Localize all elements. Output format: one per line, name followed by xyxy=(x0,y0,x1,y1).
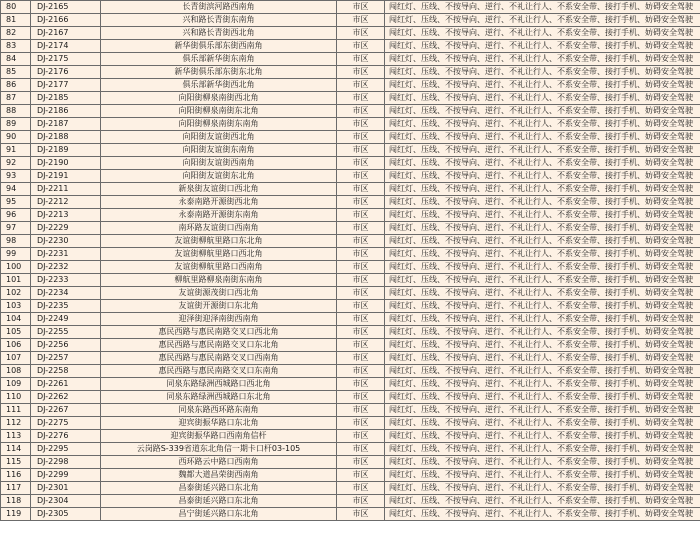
table-row xyxy=(1,274,700,287)
violations-cell: 闯红灯、压线、不按导向、逆行、不礼让行人、不系安全带、接打手机、妨碍安全驾驶 xyxy=(385,391,700,404)
row-number-cell: 86 xyxy=(1,79,31,92)
location-cell: 友谊街源茂街口西北角 xyxy=(101,287,337,300)
area-cell: 市区 xyxy=(337,79,385,92)
area-cell: 市区 xyxy=(337,14,385,27)
violations-cell: 闯红灯、压线、不按导向、逆行、不礼让行人、不系安全带、接打手机、妨碍安全驾驶 xyxy=(385,144,700,157)
location-cell: 南环路友谊街口西南角 xyxy=(101,222,337,235)
camera-code-cell: DJ-2177 xyxy=(31,79,101,92)
violations-cell: 闯红灯、压线、不按导向、逆行、不礼让行人、不系安全带、接打手机、妨碍安全驾驶 xyxy=(385,287,700,300)
location-cell: 永泰南路开源街东南角 xyxy=(101,209,337,222)
area-cell: 市区 xyxy=(337,391,385,404)
camera-code-cell: DJ-2275 xyxy=(31,417,101,430)
area-cell: 市区 xyxy=(337,40,385,53)
violations-cell: 闯红灯、压线、不按导向、逆行、不礼让行人、不系安全带、接打手机、妨碍安全驾驶 xyxy=(385,222,700,235)
violations-cell: 闯红灯、压线、不按导向、逆行、不礼让行人、不系安全带、接打手机、妨碍安全驾驶 xyxy=(385,248,700,261)
location-cell: 同泉东路西环路东南角 xyxy=(101,404,337,417)
table-row xyxy=(1,105,700,118)
violations-cell: 闯红灯、压线、不按导向、逆行、不礼让行人、不系安全带、接打手机、妨碍安全驾驶 xyxy=(385,469,700,482)
area-cell: 市区 xyxy=(337,469,385,482)
camera-code-cell: DJ-2174 xyxy=(31,40,101,53)
violations-cell: 闯红灯、压线、不按导向、逆行、不礼让行人、不系安全带、接打手机、妨碍安全驾驶 xyxy=(385,183,700,196)
area-cell: 市区 xyxy=(337,443,385,456)
violations-cell: 闯红灯、压线、不按导向、逆行、不礼让行人、不系安全带、接打手机、妨碍安全驾驶 xyxy=(385,365,700,378)
violations-cell: 闯红灯、压线、不按导向、逆行、不礼让行人、不系安全带、接打手机、妨碍安全驾驶 xyxy=(385,196,700,209)
row-number-cell: 117 xyxy=(1,482,31,495)
row-number-cell: 111 xyxy=(1,404,31,417)
camera-code-cell: DJ-2295 xyxy=(31,443,101,456)
row-number-cell: 105 xyxy=(1,326,31,339)
location-cell: 友谊街柳航里路口东北角 xyxy=(101,235,337,248)
violations-cell: 闯红灯、压线、不按导向、逆行、不礼让行人、不系安全带、接打手机、妨碍安全驾驶 xyxy=(385,261,700,274)
row-number-cell: 90 xyxy=(1,131,31,144)
location-cell: 兴和路长青街西北角 xyxy=(101,27,337,40)
camera-code-cell: DJ-2233 xyxy=(31,274,101,287)
area-cell: 市区 xyxy=(337,352,385,365)
area-cell: 市区 xyxy=(337,209,385,222)
row-number-cell: 108 xyxy=(1,365,31,378)
area-cell: 市区 xyxy=(337,235,385,248)
camera-code-cell: DJ-2261 xyxy=(31,378,101,391)
row-number-cell: 94 xyxy=(1,183,31,196)
location-cell: 西环路云中路口西南角 xyxy=(101,456,337,469)
area-cell: 市区 xyxy=(337,456,385,469)
location-cell: 惠民西路与惠民南路交叉口西北角 xyxy=(101,326,337,339)
violations-cell: 闯红灯、压线、不按导向、逆行、不礼让行人、不系安全带、接打手机、妨碍安全驾驶 xyxy=(385,170,700,183)
location-cell: 昌泰街延兴路口东北角 xyxy=(101,495,337,508)
location-cell: 向阳街柳泉南街西北角 xyxy=(101,92,337,105)
table-row xyxy=(1,1,700,14)
camera-code-cell: DJ-2267 xyxy=(31,404,101,417)
table-row xyxy=(1,456,700,469)
violations-cell: 闯红灯、压线、不按导向、逆行、不礼让行人、不系安全带、接打手机、妨碍安全驾驶 xyxy=(385,326,700,339)
camera-code-cell: DJ-2249 xyxy=(31,313,101,326)
location-cell: 俱乐部新华街西北角 xyxy=(101,79,337,92)
violations-cell: 闯红灯、压线、不按导向、逆行、不礼让行人、不系安全带、接打手机、妨碍安全驾驶 xyxy=(385,14,700,27)
violations-cell: 闯红灯、压线、不按导向、逆行、不礼让行人、不系安全带、接打手机、妨碍安全驾驶 xyxy=(385,131,700,144)
table-row xyxy=(1,313,700,326)
row-number-cell: 83 xyxy=(1,40,31,53)
camera-code-cell: DJ-2187 xyxy=(31,118,101,131)
row-number-cell: 87 xyxy=(1,92,31,105)
violations-cell: 闯红灯、压线、不按导向、逆行、不礼让行人、不系安全带、接打手机、妨碍安全驾驶 xyxy=(385,79,700,92)
table-row xyxy=(1,53,700,66)
violations-cell: 闯红灯、压线、不按导向、逆行、不礼让行人、不系安全带、接打手机、妨碍安全驾驶 xyxy=(385,417,700,430)
camera-code-cell: DJ-2213 xyxy=(31,209,101,222)
table-row xyxy=(1,508,700,521)
violations-cell: 闯红灯、压线、不按导向、逆行、不礼让行人、不系安全带、接打手机、妨碍安全驾驶 xyxy=(385,378,700,391)
camera-code-cell: DJ-2186 xyxy=(31,105,101,118)
camera-code-cell: DJ-2191 xyxy=(31,170,101,183)
location-cell: 友谊街开源街口东北角 xyxy=(101,300,337,313)
violations-cell: 闯红灯、压线、不按导向、逆行、不礼让行人、不系安全带、接打手机、妨碍安全驾驶 xyxy=(385,27,700,40)
location-cell: 向阳街友谊街西南角 xyxy=(101,157,337,170)
camera-code-cell: DJ-2304 xyxy=(31,495,101,508)
camera-code-cell: DJ-2234 xyxy=(31,287,101,300)
area-cell: 市区 xyxy=(337,248,385,261)
violations-cell: 闯红灯、压线、不按导向、逆行、不礼让行人、不系安全带、接打手机、妨碍安全驾驶 xyxy=(385,105,700,118)
camera-code-cell: DJ-2231 xyxy=(31,248,101,261)
table-row xyxy=(1,183,700,196)
violations-cell: 闯红灯、压线、不按导向、逆行、不礼让行人、不系安全带、接打手机、妨碍安全驾驶 xyxy=(385,274,700,287)
table-row xyxy=(1,157,700,170)
area-cell: 市区 xyxy=(337,131,385,144)
camera-code-cell: DJ-2167 xyxy=(31,27,101,40)
location-cell: 永泰南路开源街西北角 xyxy=(101,196,337,209)
table-row xyxy=(1,92,700,105)
table-row xyxy=(1,144,700,157)
table-row xyxy=(1,482,700,495)
table-row xyxy=(1,27,700,40)
row-number-cell: 100 xyxy=(1,261,31,274)
violations-cell: 闯红灯、压线、不按导向、逆行、不礼让行人、不系安全带、接打手机、妨碍安全驾驶 xyxy=(385,339,700,352)
violations-cell: 闯红灯、压线、不按导向、逆行、不礼让行人、不系安全带、接打手机、妨碍安全驾驶 xyxy=(385,235,700,248)
row-number-cell: 98 xyxy=(1,235,31,248)
violations-cell: 闯红灯、压线、不按导向、逆行、不礼让行人、不系安全带、接打手机、妨碍安全驾驶 xyxy=(385,430,700,443)
camera-code-cell: DJ-2255 xyxy=(31,326,101,339)
area-cell: 市区 xyxy=(337,157,385,170)
violations-cell: 闯红灯、压线、不按导向、逆行、不礼让行人、不系安全带、接打手机、妨碍安全驾驶 xyxy=(385,495,700,508)
area-cell: 市区 xyxy=(337,430,385,443)
camera-code-cell: DJ-2188 xyxy=(31,131,101,144)
location-cell: 向阳街友谊街东北角 xyxy=(101,170,337,183)
violations-cell: 闯红灯、压线、不按导向、逆行、不礼让行人、不系安全带、接打手机、妨碍安全驾驶 xyxy=(385,482,700,495)
location-cell: 惠民西路与惠民南路交叉口东北角 xyxy=(101,339,337,352)
row-number-cell: 109 xyxy=(1,378,31,391)
location-cell: 向阳街柳泉南街东北角 xyxy=(101,105,337,118)
table-row xyxy=(1,261,700,274)
row-number-cell: 88 xyxy=(1,105,31,118)
location-cell: 柳航里路柳泉南街东南角 xyxy=(101,274,337,287)
violations-cell: 闯红灯、压线、不按导向、逆行、不礼让行人、不系安全带、接打手机、妨碍安全驾驶 xyxy=(385,404,700,417)
table-row xyxy=(1,326,700,339)
row-number-cell: 96 xyxy=(1,209,31,222)
area-cell: 市区 xyxy=(337,92,385,105)
location-cell: 魏都大道昌荣街西南角 xyxy=(101,469,337,482)
area-cell: 市区 xyxy=(337,482,385,495)
row-number-cell: 106 xyxy=(1,339,31,352)
camera-code-cell: DJ-2301 xyxy=(31,482,101,495)
area-cell: 市区 xyxy=(337,287,385,300)
table-row xyxy=(1,365,700,378)
table-row xyxy=(1,66,700,79)
table-row xyxy=(1,222,700,235)
violations-cell: 闯红灯、压线、不按导向、逆行、不礼让行人、不系安全带、接打手机、妨碍安全驾驶 xyxy=(385,53,700,66)
location-cell: 兴和路长青街东南角 xyxy=(101,14,337,27)
location-cell: 昌泰街延兴路口东北角 xyxy=(101,482,337,495)
area-cell: 市区 xyxy=(337,118,385,131)
location-cell: 同泉东路绿洲西城路口东北角 xyxy=(101,391,337,404)
area-cell: 市区 xyxy=(337,53,385,66)
camera-code-cell: DJ-2257 xyxy=(31,352,101,365)
violations-cell: 闯红灯、压线、不按导向、逆行、不礼让行人、不系安全带、接打手机、妨碍安全驾驶 xyxy=(385,118,700,131)
area-cell: 市区 xyxy=(337,274,385,287)
table-row xyxy=(1,40,700,53)
violations-cell: 闯红灯、压线、不按导向、逆行、不礼让行人、不系安全带、接打手机、妨碍安全驾驶 xyxy=(385,352,700,365)
camera-code-cell: DJ-2166 xyxy=(31,14,101,27)
row-number-cell: 82 xyxy=(1,27,31,40)
location-cell: 向阳街柳泉南街东南角 xyxy=(101,118,337,131)
table-row xyxy=(1,79,700,92)
camera-code-cell: DJ-2305 xyxy=(31,508,101,521)
row-number-cell: 102 xyxy=(1,287,31,300)
row-number-cell: 103 xyxy=(1,300,31,313)
row-number-cell: 104 xyxy=(1,313,31,326)
area-cell: 市区 xyxy=(337,144,385,157)
camera-code-cell: DJ-2175 xyxy=(31,53,101,66)
camera-code-cell: DJ-2190 xyxy=(31,157,101,170)
area-cell: 市区 xyxy=(337,66,385,79)
row-number-cell: 116 xyxy=(1,469,31,482)
table-row xyxy=(1,118,700,131)
area-cell: 市区 xyxy=(337,261,385,274)
camera-code-cell: DJ-2229 xyxy=(31,222,101,235)
area-cell: 市区 xyxy=(337,300,385,313)
table-body xyxy=(1,1,700,521)
location-cell: 昌宁街延兴路口东北角 xyxy=(101,508,337,521)
row-number-cell: 107 xyxy=(1,352,31,365)
table-row xyxy=(1,495,700,508)
violations-cell: 闯红灯、压线、不按导向、逆行、不礼让行人、不系安全带、接打手机、妨碍安全驾驶 xyxy=(385,40,700,53)
area-cell: 市区 xyxy=(337,326,385,339)
row-number-cell: 101 xyxy=(1,274,31,287)
table-row xyxy=(1,391,700,404)
location-cell: 迎宾街振华路口西南角信杆 xyxy=(101,430,337,443)
camera-code-cell: DJ-2298 xyxy=(31,456,101,469)
table-row xyxy=(1,300,700,313)
row-number-cell: 84 xyxy=(1,53,31,66)
table-row xyxy=(1,378,700,391)
row-number-cell: 95 xyxy=(1,196,31,209)
table-row xyxy=(1,469,700,482)
area-cell: 市区 xyxy=(337,222,385,235)
camera-code-cell: DJ-2256 xyxy=(31,339,101,352)
row-number-cell: 112 xyxy=(1,417,31,430)
location-cell: 云岗路S-339省道东北角信一期卡口杆03-105 xyxy=(101,443,337,456)
location-cell: 长青街滨河路西南角 xyxy=(101,1,337,14)
row-number-cell: 119 xyxy=(1,508,31,521)
row-number-cell: 99 xyxy=(1,248,31,261)
camera-code-cell: DJ-2230 xyxy=(31,235,101,248)
violations-cell: 闯红灯、压线、不按导向、逆行、不礼让行人、不系安全带、接打手机、妨碍安全驾驶 xyxy=(385,300,700,313)
location-cell: 向阳街友谊街西北角 xyxy=(101,131,337,144)
row-number-cell: 115 xyxy=(1,456,31,469)
location-cell: 新华街俱乐部东街东北角 xyxy=(101,66,337,79)
area-cell: 市区 xyxy=(337,508,385,521)
row-number-cell: 89 xyxy=(1,118,31,131)
area-cell: 市区 xyxy=(337,339,385,352)
location-cell: 新华街俱乐部东街西南角 xyxy=(101,40,337,53)
row-number-cell: 91 xyxy=(1,144,31,157)
location-cell: 迎宾街振华路口东北角 xyxy=(101,417,337,430)
location-cell: 友谊街柳航里路口西北角 xyxy=(101,248,337,261)
row-number-cell: 110 xyxy=(1,391,31,404)
camera-code-cell: DJ-2258 xyxy=(31,365,101,378)
area-cell: 市区 xyxy=(337,378,385,391)
table-row xyxy=(1,14,700,27)
area-cell: 市区 xyxy=(337,404,385,417)
area-cell: 市区 xyxy=(337,183,385,196)
location-cell: 惠民西路与惠民南路交叉口东南角 xyxy=(101,365,337,378)
violations-cell: 闯红灯、压线、不按导向、逆行、不礼让行人、不系安全带、接打手机、妨碍安全驾驶 xyxy=(385,443,700,456)
violations-cell: 闯红灯、压线、不按导向、逆行、不礼让行人、不系安全带、接打手机、妨碍安全驾驶 xyxy=(385,157,700,170)
row-number-cell: 97 xyxy=(1,222,31,235)
camera-code-cell: DJ-2211 xyxy=(31,183,101,196)
area-cell: 市区 xyxy=(337,495,385,508)
area-cell: 市区 xyxy=(337,105,385,118)
row-number-cell: 114 xyxy=(1,443,31,456)
table-row xyxy=(1,170,700,183)
location-cell: 友谊街柳航里路口西南角 xyxy=(101,261,337,274)
table-row xyxy=(1,287,700,300)
violations-cell: 闯红灯、压线、不按导向、逆行、不礼让行人、不系安全带、接打手机、妨碍安全驾驶 xyxy=(385,456,700,469)
area-cell: 市区 xyxy=(337,27,385,40)
camera-code-cell: DJ-2189 xyxy=(31,144,101,157)
location-cell: 新泉街友谊街口西北角 xyxy=(101,183,337,196)
row-number-cell: 85 xyxy=(1,66,31,79)
violations-cell: 闯红灯、压线、不按导向、逆行、不礼让行人、不系安全带、接打手机、妨碍安全驾驶 xyxy=(385,66,700,79)
camera-code-cell: DJ-2276 xyxy=(31,430,101,443)
violations-cell: 闯红灯、压线、不按导向、逆行、不礼让行人、不系安全带、接打手机、妨碍安全驾驶 xyxy=(385,1,700,14)
table-row xyxy=(1,209,700,222)
table-row xyxy=(1,352,700,365)
violations-cell: 闯红灯、压线、不按导向、逆行、不礼让行人、不系安全带、接打手机、妨碍安全驾驶 xyxy=(385,313,700,326)
table-row xyxy=(1,339,700,352)
row-number-cell: 92 xyxy=(1,157,31,170)
area-cell: 市区 xyxy=(337,196,385,209)
area-cell: 市区 xyxy=(337,170,385,183)
row-number-cell: 93 xyxy=(1,170,31,183)
row-number-cell: 113 xyxy=(1,430,31,443)
camera-code-cell: DJ-2165 xyxy=(31,1,101,14)
row-number-cell: 118 xyxy=(1,495,31,508)
table-row xyxy=(1,235,700,248)
camera-code-cell: DJ-2185 xyxy=(31,92,101,105)
location-cell: 同泉东路绿洲西城路口西北角 xyxy=(101,378,337,391)
location-cell: 迎泽街迎泽南街西南角 xyxy=(101,313,337,326)
camera-code-cell: DJ-2176 xyxy=(31,66,101,79)
area-cell: 市区 xyxy=(337,1,385,14)
area-cell: 市区 xyxy=(337,365,385,378)
table-row xyxy=(1,404,700,417)
location-cell: 俱乐部新华街东南角 xyxy=(101,53,337,66)
camera-code-cell: DJ-2235 xyxy=(31,300,101,313)
violations-cell: 闯红灯、压线、不按导向、逆行、不礼让行人、不系安全带、接打手机、妨碍安全驾驶 xyxy=(385,209,700,222)
area-cell: 市区 xyxy=(337,417,385,430)
camera-code-cell: DJ-2212 xyxy=(31,196,101,209)
camera-code-cell: DJ-2232 xyxy=(31,261,101,274)
location-cell: 惠民西路与惠民南路交叉口西南角 xyxy=(101,352,337,365)
camera-code-cell: DJ-2262 xyxy=(31,391,101,404)
table-row xyxy=(1,430,700,443)
table-row xyxy=(1,417,700,430)
row-number-cell: 81 xyxy=(1,14,31,27)
violations-cell: 闯红灯、压线、不按导向、逆行、不礼让行人、不系安全带、接打手机、妨碍安全驾驶 xyxy=(385,92,700,105)
row-number-cell: 80 xyxy=(1,1,31,14)
table-row xyxy=(1,196,700,209)
camera-code-cell: DJ-2299 xyxy=(31,469,101,482)
table-row xyxy=(1,443,700,456)
table-row xyxy=(1,131,700,144)
table-row xyxy=(1,248,700,261)
area-cell: 市区 xyxy=(337,313,385,326)
violations-cell: 闯红灯、压线、不按导向、逆行、不礼让行人、不系安全带、接打手机、妨碍安全驾驶 xyxy=(385,508,700,521)
location-cell: 向阳街友谊街东南角 xyxy=(101,144,337,157)
